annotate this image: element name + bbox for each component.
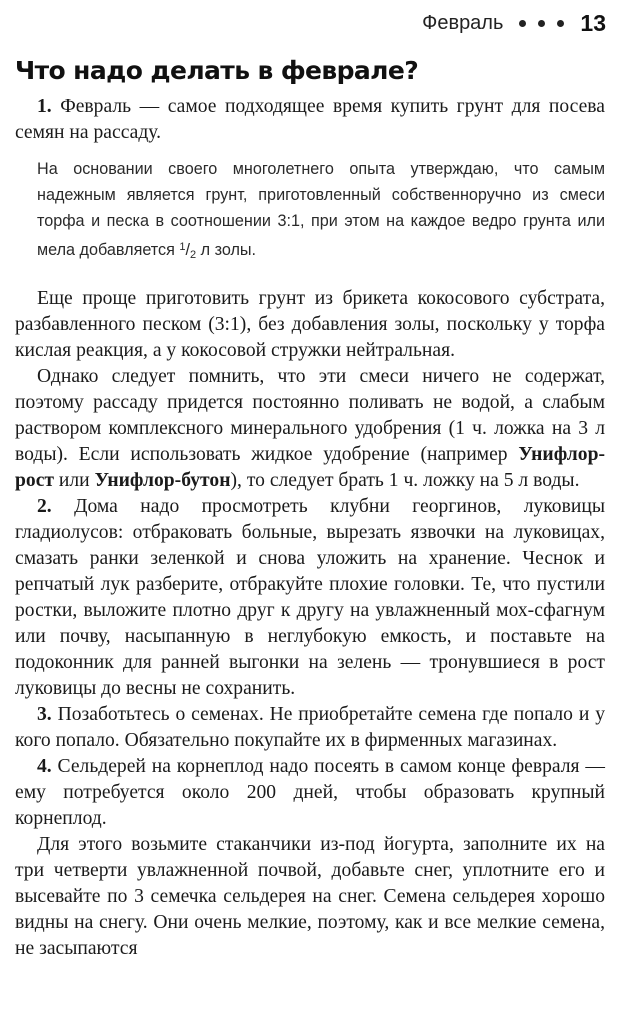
p3-text-mid: или [54, 470, 95, 491]
item-1-text: Февраль — самое подходящее время купить грунт для посева семян на рассаду. [15, 96, 605, 143]
note-text-before: На основании своего многолетнего опыта утверждаю, что самым надежным является грунт, приготовленный собственноручно из смеси торфа и песка в соотношении 3:1, при этом на каждое ведро грунта или мела добавляется [37, 160, 605, 259]
section-title: Февраль [422, 12, 504, 34]
bullet-dot-icon [538, 20, 545, 27]
header-dots [519, 20, 564, 27]
fraction-numerator: 1 [179, 241, 186, 253]
item-1-number: 1. [37, 96, 52, 117]
paragraph-celery-sowing: Для этого возьмите стаканчики из-под йогурта, заполните их на три четверти увлажненной почвой, добавьте снег, уплотните его и высевайте по 3 семечка сельдерея на снег. Семена сельдерея хорошо видны на снегу. Они очень мелкие, поэтому, как и все мелкие семена, не засыпаются [15, 834, 605, 959]
item-3-text: Позаботьтесь о семенах. Не приобретайте семена где попало и у кого попало. Обязательно покупайте их в фирменных магазинах. [15, 704, 605, 751]
fraction-denominator: 2 [190, 249, 197, 261]
item-4-number: 4. [37, 756, 52, 777]
note-text-after: л золы. [196, 241, 257, 259]
bullet-dot-icon [557, 20, 564, 27]
page-body [15, 94, 605, 962]
product-unifor-buton: Унифлор-бутон [94, 470, 231, 491]
item-3-number: 3. [37, 704, 52, 725]
page-number: 13 [580, 10, 606, 36]
product-unifor-rost: Унифлор-рост [15, 444, 605, 491]
item-4-text: Сельдерей на корнеплод надо посеять в самом конце февраля — ему потребуется около 200 дней, чтобы образовать крупный корнеплод. [15, 756, 605, 829]
fraction-slash: / [185, 241, 191, 259]
paragraph-coconut-substrate: Еще проще приготовить грунт из брикета кокосового субстрата, разбавленного песком (3:1), без добавления золы, поскольку у торфа кислая реакция, а у кокосовой стружки нейтральная. [15, 288, 605, 361]
item-2-number: 2. [37, 496, 52, 517]
item-2-text: Дома надо просмотреть клубни георгинов, луковицы гладиолусов: отбраковать больные, вырезать язвочки на луковицах, смазать ранки зеленкой и снова уложить на хранение. Чеснок и репчатый лук разберите, отбракуйте плохие головки. Те, что пустили ростки, выложите плотно друг к другу на увлажненный мох-сфагнум или почву, насыпанную в неглубокую емкость, и поставьте на подоконник для ранней выгонки на зелень — тронувшиеся в рост луковицы до весны не сохранить. [15, 496, 605, 699]
running-header [422, 10, 606, 37]
item-4-paragraph [15, 754, 605, 832]
p3-text-after: ), то следует брать 1 ч. ложку на 5 л воды. [230, 470, 580, 491]
paragraph-fertilizer [15, 364, 605, 494]
item-2-paragraph [15, 494, 605, 702]
section-heading: Что надо делать в феврале? [15, 56, 419, 85]
item-1-paragraph [15, 94, 605, 146]
author-note [15, 156, 605, 268]
bullet-dot-icon [519, 20, 526, 27]
item-3-paragraph [15, 702, 605, 754]
p3-text-before: Однако следует помнить, что эти смеси ничего не содержат, поэтому рассаду придется постоянно поливать не водой, а слабым раствором комплексного минерального удобрения (1 ч. ложка на 3 л воды). Если использовать жидкое удобрение (например [15, 366, 605, 465]
